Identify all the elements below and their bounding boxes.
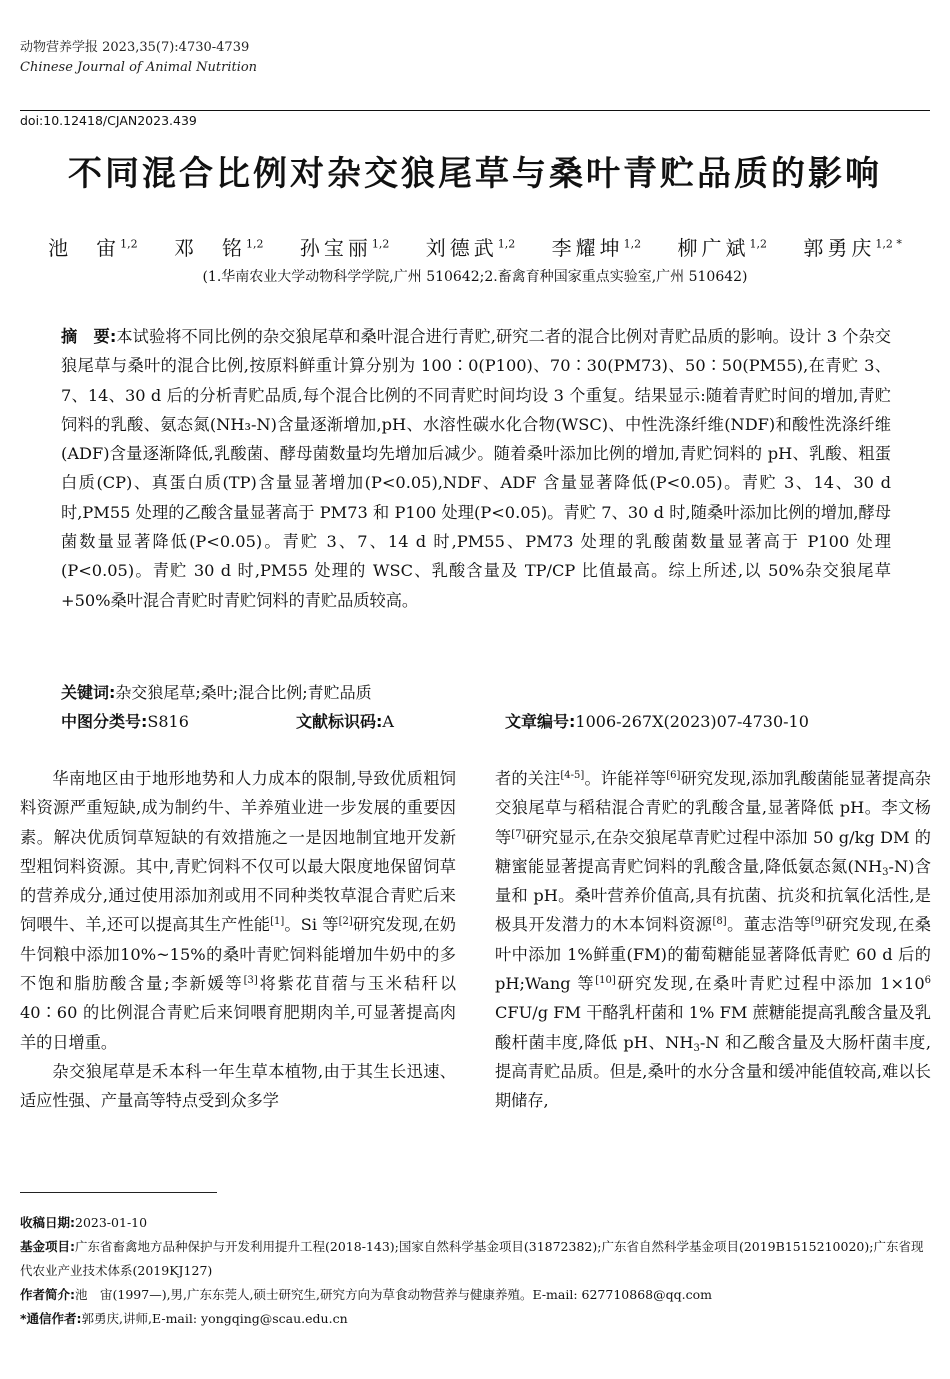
citation[interactable]: [1] — [270, 916, 285, 928]
corresponding-author: *通信作者:郭勇庆,讲师,E-mail: yongqing@scau.edu.cn — [20, 1311, 348, 1326]
paragraph: 华南地区由于地形地势和人力成本的限制,导致优质粗饲料资源严重短缺,成为制约牛、羊养殖业进一步发展的重要因素。解决优质饲草短缺的有效措施之一是因地制宜地开发新型粗饲料资源。其中,青贮饲料不仅可以最大限度地保留饲草的营养成分,通过使用添加剂或用不同种类牧草混合青贮后来饲喂牛、羊,还可以提高其生产性能[1]。Si 等[2]研究发现,在奶牛饲粮中添加10%~15%的桑叶青贮饲料能增加牛奶中的多不饱和脂肪酸含量;李新媛等[3]将紫花苜蓿与玉米秸秆以 40∶60 的比例混合青贮后来饲喂育肥期肉羊,可显著提高肉羊的日增重。 — [20, 769, 457, 1052]
paragraph: 杂交狼尾草是禾本科一年生草本植物,由于其生长迅速、适应性强、产量高等特点受到众多学 — [20, 1061, 456, 1111]
author: 孙宝丽$^{1,2}$ — [299, 235, 390, 260]
footnote-divider — [20, 1192, 217, 1193]
abstract-label: 摘 要: — [61, 327, 117, 346]
header-divider — [20, 110, 930, 111]
doi[interactable]: doi:10.12418/CJAN2023.439 — [20, 113, 197, 128]
citation[interactable]: [9] — [810, 916, 825, 928]
article-number: 文章编号:1006-267X(2023)07-4730-10 — [505, 712, 809, 731]
document-code: 文献标识码:A — [296, 712, 394, 731]
citation[interactable]: [2] — [338, 916, 353, 928]
citation[interactable]: [8] — [712, 916, 727, 928]
author: 池 宙$^{1,2}$ — [48, 235, 138, 260]
keywords-text: 杂交狼尾草;桑叶;混合比例;青贮品质 — [115, 683, 372, 702]
author-list — [0, 230, 950, 262]
author: 柳广斌$^{1,2}$ — [677, 235, 767, 260]
body-column-left — [20, 764, 456, 1116]
author: 李耀坤$^{1,2}$ — [551, 235, 642, 260]
affiliation: (1.华南农业大学动物科学学院,广州 510642;2.畜禽育种国家重点实验室,广州 510642) — [202, 269, 748, 285]
citation[interactable]: [7] — [511, 828, 526, 840]
paper-title: 不同混合比例对杂交狼尾草与桑叶青贮品质的影响 — [68, 154, 882, 194]
author: 邓 铭$^{1,2}$ — [174, 235, 264, 260]
citation[interactable]: [10] — [595, 975, 616, 987]
keywords-label: 关键词: — [61, 683, 116, 702]
journal-name-en: Chinese Journal of Animal Nutrition — [20, 60, 258, 75]
paragraph: 者的关注[4-5]。许能祥等[6]研究发现,添加乳酸菌能显著提高杂交狼尾草与稻秸混合青贮的乳酸含量,显著降低 pH。李文杨等[7]研究显示,在杂交狼尾草青贮过程中添加 50 g/kg DM 的糖蜜能显著提高青贮饲料的乳酸含量,降低氨态氮$(NH_3-N)$含量和 pH。桑叶营养价值高,具有抗菌、抗炎和抗氧化活性,是极具开发潜力的木本饲料资源[8]。董志浩等[9]研究发现,在桑叶中添加 1%鲜重(FM)的葡萄糖能显著降低青贮 60 d 后的 pH;Wang 等[10]研究发现,在桑叶青贮过程中添加 1×10$^6$ CFU/g FM 干酪乳杆菌和 1% FM 蔗糖能提高乳酸含量及乳酸杆菌丰度,降低 pH、$NH_3-N$ 和乙酸含量及大肠杆菌丰度,提高青贮品质。但是,桑叶的水分含量和缓冲能值较高,难以长期储存, — [495, 769, 931, 1111]
abstract — [61, 322, 891, 615]
author: 刘德武$^{1,2}$ — [425, 235, 516, 260]
clc-number: 中图分类号:S816 — [61, 712, 189, 731]
citation[interactable]: [4-5] — [560, 770, 585, 781]
body-column-right — [495, 764, 931, 1116]
author-bio: 作者简介:池 宙(1997—),男,广东东莞人,硕士研究生,研究方向为草食动物营养与健康养殖。E-mail: 627710868@qq.com — [20, 1287, 712, 1302]
footnotes — [20, 1211, 930, 1331]
journal-name-cn: 动物营养学报 2023,35(7):4730-4739 — [20, 40, 250, 55]
keywords — [61, 681, 372, 705]
funding: 基金项目:广东省畜禽地方品种保护与开发利用提升工程(2018-143);国家自然科学基金项目(31872382);广东省自然科学基金项目(2019B1515210020);广东省现代农业产业技术体系(2019KJ127) — [20, 1239, 924, 1278]
citation[interactable]: [6] — [666, 770, 681, 781]
citation[interactable]: [3] — [243, 975, 258, 987]
journal-header — [20, 38, 257, 78]
abstract-text: 本试验将不同比例的杂交狼尾草和桑叶混合进行青贮,研究二者的混合比例对青贮品质的影响。设计 3 个杂交狼尾草与桑叶的混合比例,按原料鲜重计算分别为 100∶0(P100)、70∶30(PM73)、50∶50(PM55),在青贮 3、7、14、30 d 后的分析青贮品质,每个混合比例的不同青贮时间均设 3 个重复。结果显示:随着青贮时间的增加,青贮饲料的乳酸、氨态氮(NH₃-N)含量逐渐增加,pH、水溶性碳水化合物(WSC)、中性洗涤纤维(NDF)和酸性洗涤纤维(ADF)含量逐渐降低,乳酸菌、酵母菌数量均先增加后减少。随着桑叶添加比例的增加,青贮饲料的 pH、乳酸、粗蛋白质(CP)、真蛋白质(TP)含量显著增加(P<0.05),NDF、ADF 含量显著降低(P<0.05)。青贮 3、14、30 d 时,PM55 处理的乙酸含量显著高于 PM73 和 P100 处理(P<0.05)。青贮 7、30 d 时,随桑叶添加比例的增加,酵母菌数量显著降低(P<0.05)。青贮 3、7、14 d 时,PM55、PM73 处理的乳酸菌数量显著高于 P100 处理(P<0.05)。青贮 30 d 时,PM55 处理的 WSC、乳酸含量及 TP/CP 比值最高。综上所述,以 50%杂交狼尾草+50%桑叶混合青贮时青贮饲料的青贮品质较高。 — [61, 327, 891, 610]
received-date: 收稿日期:2023-01-10 — [20, 1215, 148, 1230]
author: 郭勇庆$^{1,2 *}$ — [803, 235, 902, 260]
